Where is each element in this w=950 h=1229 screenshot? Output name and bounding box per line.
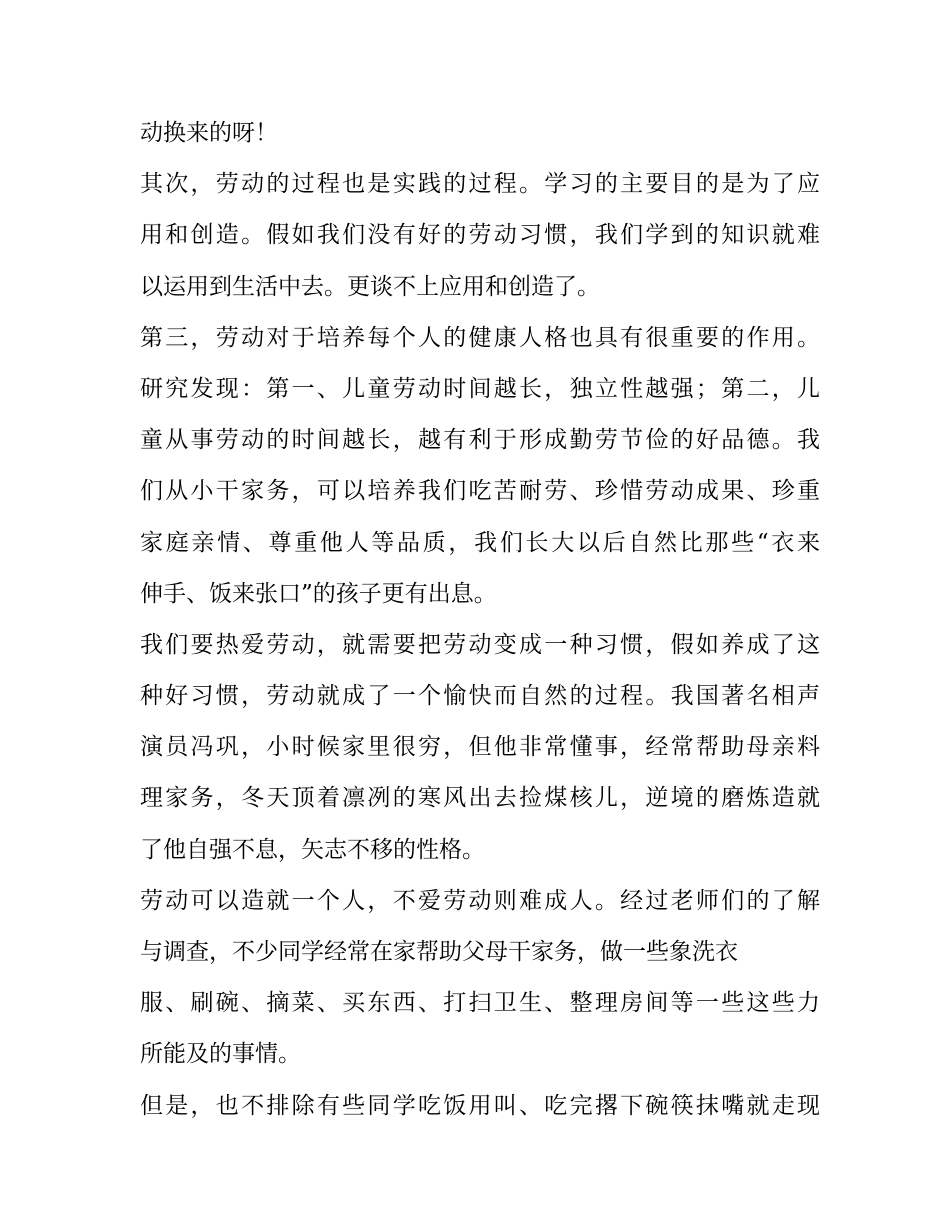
text-line: 服、刷碗、摘菜、买东西、打扫卫生、整理房间等一些这些力 [140,990,820,1017]
paragraph [140,876,820,1081]
text-line: 种好习惯，劳动就成了一个愉快而自然的过程。我国著名相声 [140,683,820,710]
text-line: 第三，劳动对于培养每个人的健康人格也具有很重要的作用。 [140,324,820,351]
text-line: 所能及的事情。 [140,1041,301,1068]
text-line: 演员冯巩，小时候家里很穷，但他非常懂事，经常帮助母亲料 [140,734,820,761]
paragraph [140,1081,820,1132]
document-body [140,108,820,1132]
paragraph [140,313,820,620]
text-line: 动换来的呀！ [140,120,278,146]
text-line: 家庭亲情、尊重他人等品质，我们长大以后自然比那些“衣来 [140,529,820,556]
paragraph [140,620,820,876]
text-line: 了他自强不息，矢志不移的性格。 [140,836,485,863]
text-line: 童从事劳动的时间越长，越有利于形成勤劳节俭的好品德。我 [140,427,820,454]
text-line: 伸手、饭来张口”的孩子更有出息。 [140,580,497,607]
text-line: 与调查，不少同学经常在家帮助父母干家务，做一些象洗衣 [140,939,738,965]
text-line: 我们要热爱劳动，就需要把劳动变成一种习惯，假如养成了这 [140,631,820,658]
text-line: 用和创造。假如我们没有好的劳动习惯，我们学到的知识就难 [140,222,820,249]
paragraph [140,159,820,313]
paragraph [140,108,820,159]
text-line: 们从小干家务，可以培养我们吃苦耐劳、珍惜劳动成果、珍重 [140,478,820,505]
text-line: 研究发现：第一、儿童劳动时间越长，独立性越强；第二，儿 [140,375,820,402]
text-line: 但是，也不排除有些同学吃饭用叫、吃完撂下碗筷抹嘴就走现 [140,1092,820,1119]
text-line: 理家务，冬天顶着凛冽的寒风出去捡煤核儿，逆境的磨炼造就 [140,785,820,812]
text-line: 以运用到生活中去。更谈不上应用和创造了。 [140,273,600,300]
text-line: 其次，劳动的过程也是实践的过程。学习的主要目的是为了应 [140,171,820,198]
text-line: 劳动可以造就一个人，不爱劳动则难成人。经过老师们的了解 [140,887,820,914]
